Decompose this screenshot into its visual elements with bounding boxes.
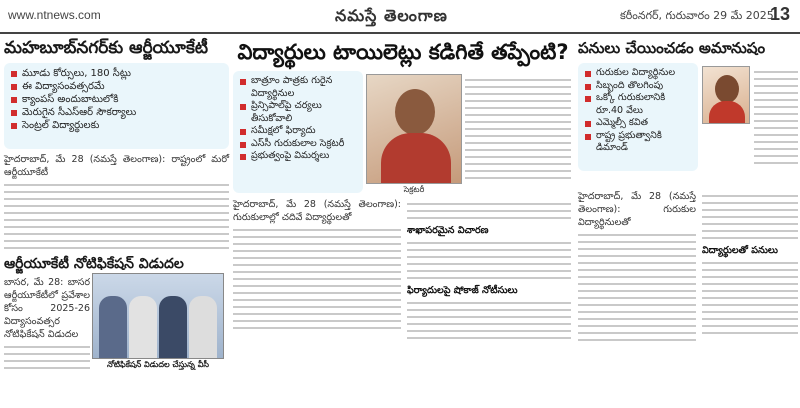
main-section-label-2: ఫిర్యాదులపై షోకాజ్ నోటీసులు <box>407 285 518 296</box>
right-headline: పనులు చేయించడం అమానుషం <box>578 39 766 57</box>
main-dateline-text: హైదరాబాద్, మే 28 (నమస్తే తెలంగాణ): గురుకులాల్లో చదివే విద్యార్థులతో <box>233 199 401 223</box>
left-highlight-item: క్యాంపస్ అందుబాటులోకి <box>10 93 223 106</box>
right-highlight-item: గురుకుల విద్యార్థినుల <box>584 67 692 80</box>
right-article <box>578 38 798 406</box>
main-section-label: శాఖాపరమైన విచారణ <box>407 225 489 236</box>
right-highlight-item: రాష్ట్ర ప్రభుత్వానికి డిమాండ్ <box>584 130 692 155</box>
main-highlight-item: బాత్రూం పాత్రకు గురైన విద్యార్థినుల <box>239 75 357 100</box>
left-highlight-item: సెంట్రల్ విద్యార్థులకు <box>10 119 223 132</box>
left-highlight-item: మెరుగైన సీఎస్‌ఆర్ సౌకర్యాలు <box>10 106 223 119</box>
left-dateline-text: హైదరాబాద్, మే 28 (నమస్తే తెలంగాణ): రాష్ట్రంలో మరో ఆర్జీయూకేటీ <box>4 154 229 178</box>
left-sub-lines <box>4 346 90 369</box>
main-highlight-item: ప్రభుత్వంపై విమర్శలు <box>239 150 357 163</box>
paper-name: నమస్తే తెలంగాణ <box>335 6 448 25</box>
right-col-a <box>578 190 696 346</box>
left-highlight-item: మూడు కోర్సులు, 180 సీట్లు <box>10 67 223 80</box>
left-subheadline: ఆర్జీయూకేటీ నోటిఫికేషన్ విడుదల <box>4 256 184 272</box>
main-highlights <box>233 71 363 193</box>
main-right-lines <box>465 74 571 184</box>
vc-photo <box>92 273 224 359</box>
main-highlight-item: సమీక్షలో ఫిర్యాదు <box>239 125 357 138</box>
right-section-label: విద్యార్థులతో పనులు <box>702 245 778 256</box>
main-highlight-item: ప్రిన్సిపాల్‌పై చర్యలు తీసుకోవాలి <box>239 100 357 125</box>
secretary-photo <box>366 74 462 184</box>
dateline: కరీంనగర్, గురువారం 29 మే 2025 <box>620 9 774 22</box>
right-highlight-item: ఎమ్మెల్సీ కవిత <box>584 117 692 130</box>
kavitha-photo <box>702 66 750 124</box>
right-highlights <box>578 63 698 171</box>
right-col-b <box>702 190 798 339</box>
left-sub-text: బాసర, మే 28: బాసర ఆర్జీయూకేటీలో ప్రవేశాల కోసం 2025-26 విద్యాసంవత్సర నోటిఫికేషన్ విడుదల <box>4 277 90 340</box>
main-col-b <box>407 198 571 344</box>
main-headline: విద్యార్థులు టాయిలెట్లు కడిగితే తప్పేంటి? <box>237 40 569 64</box>
right-side-lines <box>754 66 798 169</box>
masthead <box>0 0 800 34</box>
right-highlight-item: ఒక్కో గురుకులానికి రూ.40 వేలు <box>584 92 692 117</box>
main-col-a <box>233 198 401 334</box>
main-highlight-item: ఎస్‌సీ గురుకులాల సెక్రటరీ <box>239 138 357 151</box>
page-number: 13 <box>770 4 791 24</box>
vc-photo-caption: నోటిఫికేషన్ విడుదల చేస్తున్న వీసీ <box>106 360 210 369</box>
right-highlight-item: సిబ్బంది తొలగింపు <box>584 80 692 93</box>
left-headline: మహబూబ్‌నగర్‌కు ఆర్జీయూకేటీ <box>4 38 208 58</box>
secretary-photo-caption: సెక్రటరీ <box>403 185 425 194</box>
site-url[interactable]: www.ntnews.com <box>8 8 101 22</box>
left-highlight-item: ఈ విద్యాసంవత్సరమే <box>10 80 223 93</box>
left-highlights <box>4 63 229 149</box>
main-article <box>233 38 573 406</box>
right-dateline-text: హైదరాబాద్, మే 28 (నమస్తే తెలంగాణ): గురుకుల విద్యార్థినులతో <box>578 191 696 228</box>
left-body-lines <box>4 184 229 249</box>
